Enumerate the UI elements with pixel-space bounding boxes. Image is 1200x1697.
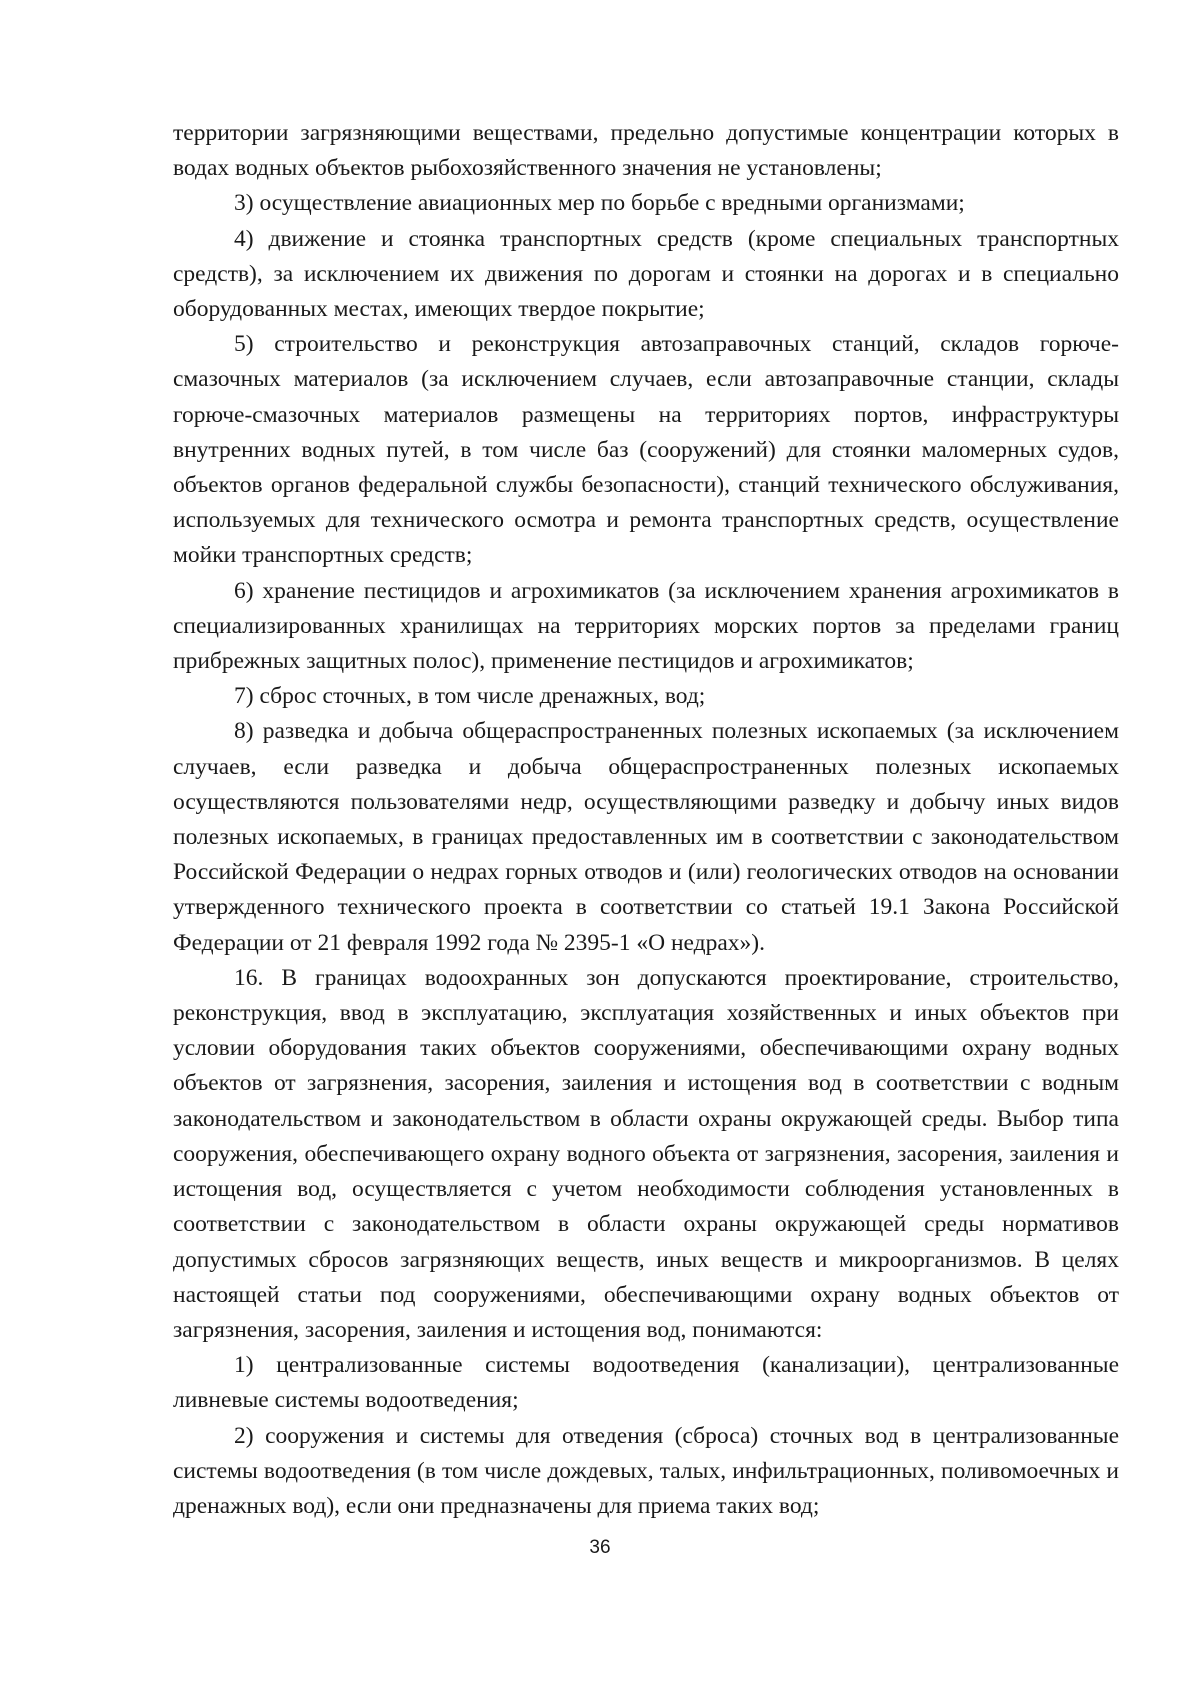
clause-16-item-1: 1) централизованные системы водоотведения (канализации), централизованные ливневые системы водоотведения; [173, 1352, 1119, 1414]
list-item-3: 3) осуществление авиационных мер по борьбе с вредными организмами; [234, 190, 965, 217]
list-item-8: 8) разведка и добыча общераспространенных полезных ископаемых (за исключением случаев, если разведка и добыча общераспространенных полезных ископаемых осуществляются пользователями недр, осуществляющими разведку и добычу иных видов полезных ископаемых, в границах предоставленных им в соответствии с законодательством Российской Федерации о недрах горных отводов и (или) геологических отводов на основании утвержденного технического проекта в соответствии со статьей 19.1 Закона Российской Федерации от 21 февраля 1992 года № 2395-1 «О недрах»). [173, 718, 1119, 956]
list-item-5: 5) строительство и реконструкция автозаправочных станций, складов горюче-смазочных материалов (за исключением случаев, если автозаправочные станции, склады горюче-смазочных материалов размещены на территориях портов, инфраструктуры внутренних водных путей, в том числе баз (сооружений) для стоянки маломерных судов, объектов органов федеральной службы безопасности), станций технического обслуживания, используемых для технического осмотра и ремонта транспортных средств, осуществление мойки транспортных средств; [173, 331, 1119, 569]
list-item-6: 6) хранение пестицидов и агрохимикатов (за исключением хранения агрохимикатов в специализированных хранилищах на территориях морских портов за пределами границ прибрежных защитных полос), применение пестицидов и агрохимикатов; [173, 577, 1119, 675]
document-body [173, 116, 1119, 1524]
clause-16: 16. В границах водоохранных зон допускаются проектирование, строительство, реконструкция, ввод в эксплуатацию, эксплуатация хозяйственных и иных объектов при условии оборудования таких объектов сооружениями, обеспечивающими охрану водных объектов от загрязнения, засорения, заиления и истощения вод в соответствии с водным законодательством и законодательством в области охраны окружающей среды. Выбор типа сооружения, обеспечивающего охрану водного объекта от загрязнения, засорения, заиления и истощения вод, осуществляется с учетом необходимости соблюдения установленных в соответствии с законодательством в области охраны окружающей среды нормативов допустимых сбросов загрязняющих веществ, иных веществ и микроорганизмов. В целях настоящей статьи под сооружениями, обеспечивающими охрану водных объектов от загрязнения, засорения, заиления и истощения вод, понимаются: [173, 964, 1119, 1343]
list-item-7: 7) сброс сточных, в том числе дренажных, вод; [234, 683, 706, 710]
clause-16-item-2: 2) сооружения и системы для отведения (сброса) сточных вод в централизованные системы водоотведения (в том числе дождевых, талых, инфильтрационных, поливомоечных и дренажных вод), если они предназначены для приема таких вод; [173, 1422, 1119, 1519]
page-number: 36 [589, 1537, 611, 1558]
paragraph-continuation: территории загрязняющими веществами, предельно допустимые концентрации которых в водах водных объектов рыбохозяйственного значения не установлены; [173, 120, 1119, 182]
list-item-4: 4) движение и стоянка транспортных средств (кроме специальных транспортных средств), за исключением их движения по дорогам и стоянки на дорогах и в специально оборудованных местах, имеющих твердое покрытие; [173, 225, 1119, 323]
